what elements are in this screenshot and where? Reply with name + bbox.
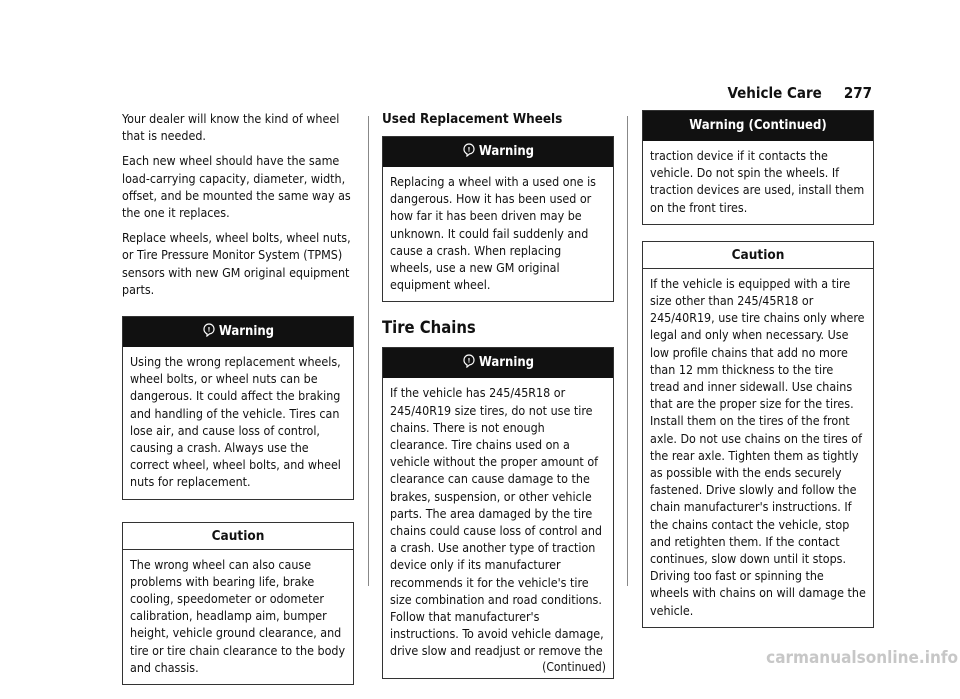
paragraph: Each new wheel should have the same load-carrying capacity, diameter, width, offset, and be mounted the same way as the one it replaces. xyxy=(122,153,351,221)
column-1 xyxy=(122,110,354,699)
caution-text: If the vehicle is equipped with a tire size other than 245/45R18 or 245/40R19, use tire chains only where legal and only when necessary. Use low profile chains that add no more than 12 mm thickness to the tire tread and inner sidewall. Use chains that are the proper size for the tires. Install them on the tires of the front axle. Do not use chains on the tires of the rear axle. Tighten them as tightly as possible with the ends securely fastened. Drive slowly and follow the chain manufacturer's instructions. If the chains contact the vehicle, stop and retighten them. If the contact continues, slow down until it stops. Driving too fast or spinning the wheels with chains on will damage the vehicle. xyxy=(650,275,866,618)
warning-header: Warning (Continued) xyxy=(643,111,873,141)
page-header xyxy=(728,84,872,102)
caution-box xyxy=(642,241,874,628)
warning-icon xyxy=(462,354,476,368)
warning-header xyxy=(383,348,613,378)
caution-text: The wrong wheel can also cause problems with bearing life, brake cooling, speedometer or odometer calibration, headlamp aim, bumper height, vehicle ground clearance, and tire or tire chain clearance to the body and chassis. xyxy=(130,556,346,675)
warning-title: Warning xyxy=(478,144,535,159)
paragraph: Replace wheels, wheel bolts, wheel nuts, or Tire Pressure Monitor System (TPMS) sensors with new GM original equipment parts. xyxy=(122,230,351,297)
warning-header xyxy=(383,137,613,167)
warning-title: Warning xyxy=(478,355,535,371)
warning-title: Warning xyxy=(218,324,275,340)
section-heading: Tire Chains xyxy=(382,318,476,338)
paragraph: Your dealer will know the kind of wheel that is needed. xyxy=(122,111,340,144)
warning-box xyxy=(122,316,354,500)
column-3 xyxy=(642,110,874,642)
page-number: 277 xyxy=(843,84,872,102)
caution-header: Caution xyxy=(643,242,873,269)
caution-box xyxy=(122,522,354,685)
column-2 xyxy=(382,110,614,693)
svg-text:!: ! xyxy=(467,145,471,154)
continued-label: (Continued) xyxy=(542,659,606,674)
subheading: Used Replacement Wheels xyxy=(382,112,563,127)
warning-icon xyxy=(202,323,216,337)
warning-box xyxy=(382,347,614,678)
warning-text: Replacing a wheel with a used one is dangerous. How it has been used or how far it has been driven may be unknown. It could fail suddenly and cause a crash. When replacing wheels, use a new GM original equipment wheel. xyxy=(390,174,596,293)
section-title: Vehicle Care xyxy=(727,84,822,102)
warning-box xyxy=(382,136,614,302)
warning-text: If the vehicle has 245/45R18 or 245/40R19 size tires, do not use tire chains. There is not enough clearance. Tire chains used on a vehicle without the proper amount of clearance can cause damage to the brakes, suspension, or other vehicle parts. The area damaged by the tire chains could cause loss of control and a crash. Use another type of traction device only if its manufacturer recommends it for the vehicle's tire size combination and road conditions. Follow that manufacturer's instructions. To avoid vehicle damage, drive slow and readjust or remove the xyxy=(390,385,604,659)
svg-text:!: ! xyxy=(207,325,211,334)
warning-header xyxy=(123,317,353,347)
watermark: carmanualsonline.info xyxy=(766,648,958,668)
column-divider xyxy=(368,116,369,586)
warning-text: traction device if it contacts the vehicle. Do not spin the wheels. If traction devices are used, install them on the front tires. xyxy=(650,148,865,215)
column-divider xyxy=(627,116,628,586)
warning-icon xyxy=(462,143,476,157)
svg-text:!: ! xyxy=(467,357,471,366)
warning-box xyxy=(642,110,874,225)
warning-text: Using the wrong replacement wheels, wheel bolts, or wheel nuts can be dangerous. It could affect the braking and handling of the vehicle. Tires can lose air, and cause loss of control, causing a crash. Always use the correct wheel, wheel bolts, and wheel nuts for replacement. xyxy=(130,354,341,490)
caution-header: Caution xyxy=(123,523,353,550)
